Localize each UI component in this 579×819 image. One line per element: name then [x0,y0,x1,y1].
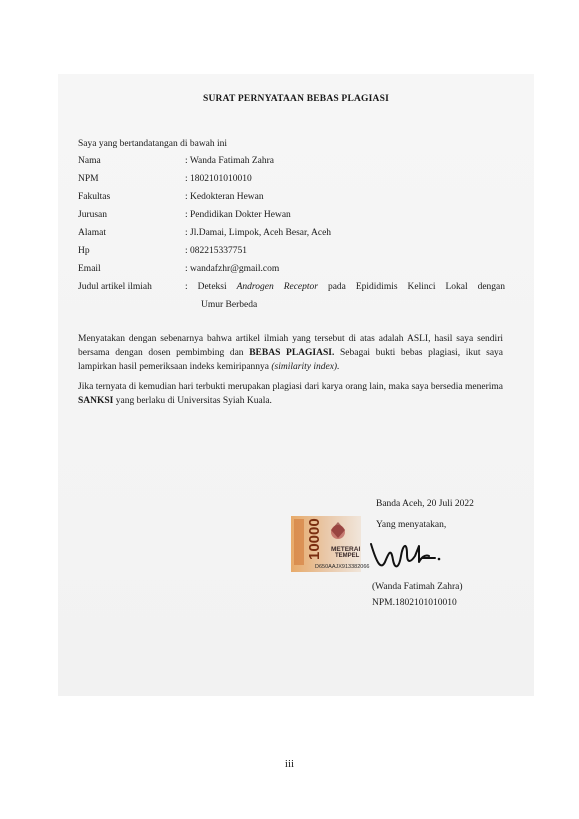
intro-text: Saya yang bertandatangan di bawah ini [78,139,228,149]
field-value: : Pendidikan Dokter Hewan [185,210,291,220]
signer-npm: NPM.1802101010010 [372,598,457,608]
signature-graphic [363,532,443,576]
field-value: : Jl.Damai, Limpok, Aceh Besar, Aceh [185,228,332,238]
field-label: Hp [78,246,90,256]
para2-text2: yang berlaku di Universitas Syiah Kuala. [115,396,272,406]
stamp-value: 10000 [306,518,323,560]
field-label: NPM [78,174,99,184]
para1-italic: (similarity index). [271,362,340,372]
field-label: Nama [78,156,101,166]
field-label: Fakultas [78,192,111,202]
scanned-document [58,74,534,696]
document-title: SURAT PERNYATAAN BEBAS PLAGIASI [203,94,389,104]
page-number: iii [284,758,295,770]
field-value: : 1802101010010 [185,174,252,184]
judul-prefix: : Deteksi [185,282,227,292]
field-value: : 082215337751 [185,246,248,256]
field-value: : Wanda Fatimah Zahra [185,156,275,166]
signer-name: (Wanda Fatimah Zahra) [372,582,463,592]
field-value: : Kedokteran Hewan [185,192,264,202]
judul-suffix: pada Epididimis Kelinci Lokal dengan [327,282,506,292]
field-value: : wandafzhr@gmail.com [185,264,280,274]
field-label: Email [78,264,101,274]
closing-text: Yang menyatakan, [376,520,447,530]
stamp-text2: TEMPEL [335,553,360,559]
statement-paragraph [78,332,503,374]
para1-text2: Sebagai bukti bebas plagiasi, ikut saya lampirkan hasil pemeriksaan indeks kemiripannya [78,348,504,372]
field-value [185,282,505,292]
stamp-serial: D650AAJX913382066 [315,564,370,570]
para2-text: Jika ternyata di kemudian hari terbukti merupakan plagiasi dari karya orang lain, maka saya bersedia menerima [78,382,503,392]
judul-line2: Umur Berbeda [201,300,258,310]
field-label: Jurusan [78,210,108,220]
sanction-paragraph [78,380,503,408]
field-label: Alamat [78,228,106,238]
para1-bold: BEBAS PLAGIASI. [249,348,335,358]
stamp-text1: METERAI [331,546,361,553]
para2-bold: SANKSI [78,396,114,406]
para1-text: Menyatakan dengan sebenarnya bahwa artikel ilmiah yang tersebut di atas adalah ASLI, hasil saya sendiri bersama dengan dosen pembimbing dan [78,334,503,358]
field-label: Judul artikel ilmiah [78,282,152,292]
handwritten-signature [363,532,443,576]
place-date: Banda Aceh, 20 Juli 2022 [376,499,474,509]
judul-italic: Androgen Receptor [236,282,318,292]
